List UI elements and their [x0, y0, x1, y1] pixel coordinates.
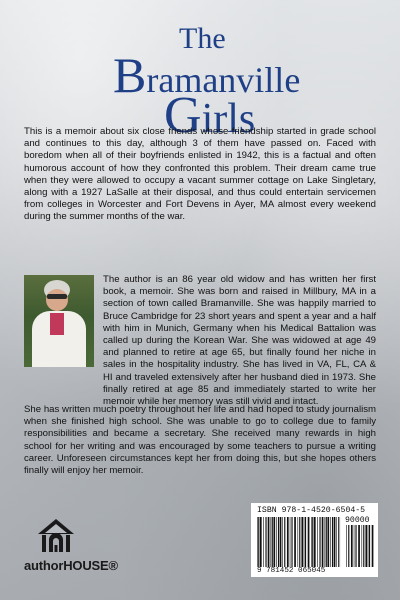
book-title [0, 20, 400, 144]
author-photo [24, 275, 94, 367]
title-rest-irls: irls [201, 96, 256, 142]
barcode-supplement-bars [346, 525, 374, 567]
synopsis-paragraph: This is a memoir about six close friends whose friendship started in grade school and continues to this day, although 3 of them have passed on. Faced with boredom when all of their boyfriends enlisted in 1942, this is a factual and often humorous account of how they confronted this problem. Their dream came true when they were allowed to occupy a vacant summer cottage on Lake Singletary, along with a 1927 LaSalle at their disposal, and thus could entertain servicemen from colleges in Worcester and Fort Devens in Ayer, MA almost every weekend during the summer months of the war. [24, 126, 376, 223]
publisher-name: authorHOUSE® [24, 558, 118, 573]
isbn-label: ISBN 978-1-4520-6504-5 [257, 506, 366, 515]
author-writing-paragraph: She has written much poetry throughout her life and had hoped to study journalism when she finished high school. She was unable to go to college due to family responsibilities and became a secretary. She received many rewards in high school for her writing and was encouraged by some teachers to pursue a writing career. Unforeseen circumstances kept her from doing this, but she hopes others finally will enjoy her memoir. [24, 404, 376, 477]
isbn-barcode [251, 503, 378, 577]
title-line-the: The [179, 22, 226, 55]
barcode-supplement-number: 90000 [345, 516, 370, 525]
authorhouse-logo-icon [36, 516, 76, 556]
barcode-bars [257, 517, 341, 567]
title-initial-b: B [113, 47, 147, 103]
barcode-number: 9 781452 065045 [257, 567, 326, 575]
publisher-logo [24, 516, 118, 576]
title-initial-g: G [164, 87, 202, 144]
title-rest-ramanville: ramanville [146, 60, 301, 100]
author-bio-paragraph: The author is an 86 year old widow and has written her first book, a memoir. She was born and raised in Millbury, MA in a section of town called Bramanville. She was happily married to Bruce Cambridge for 23 short years and spent a year and a half with him in Munich, Germany when his Medical Battalion was called up during the Korean War. She was widowed at age 49 and planned to retire at age 65, but finally found her niche in sales in the hospitality industry. She has lived in VA, FL, CA & HI and traveled extensively after her husband died in 1973. She finally retired at age 85 and immediately started to write her memoir while her memory was still vivid and intact. [103, 274, 376, 408]
